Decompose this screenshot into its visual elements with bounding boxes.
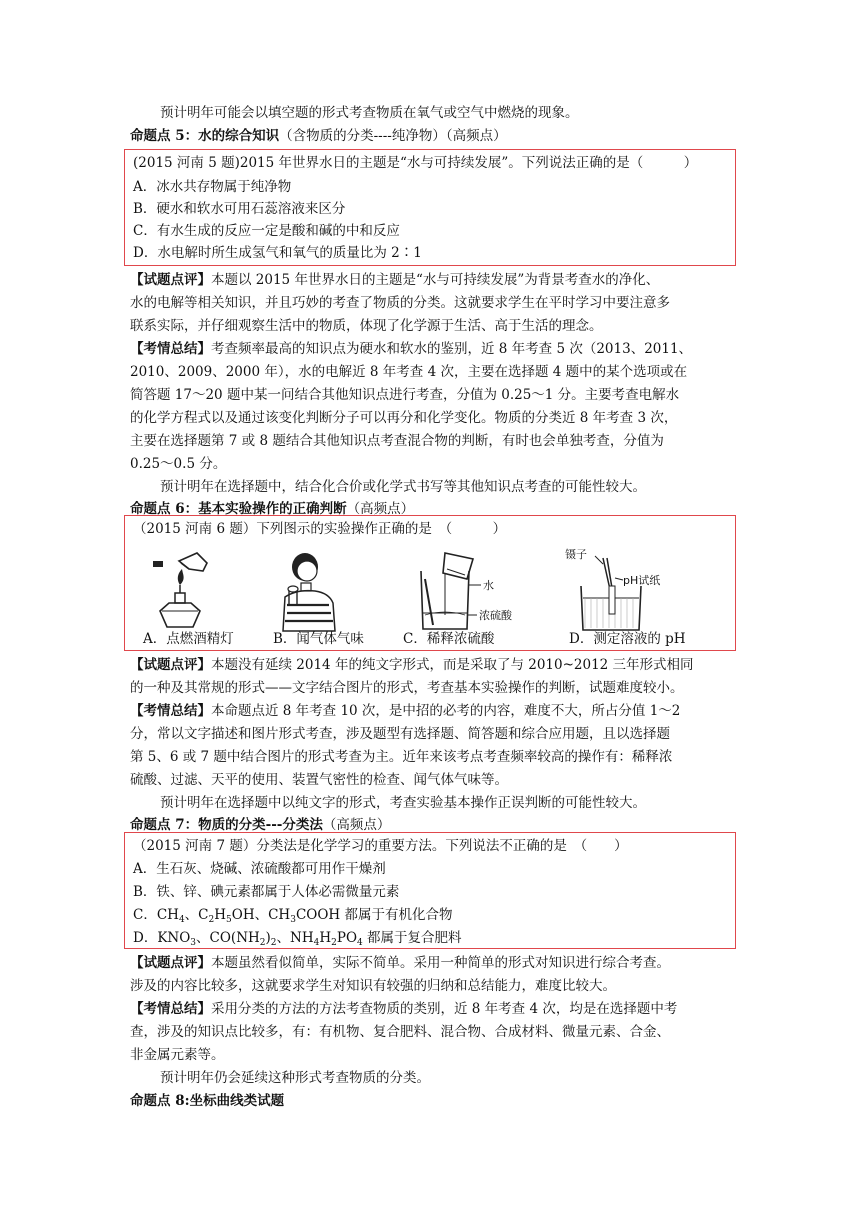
option-b: B．铁、锌、碘元素都属于人体必需微量元素 [133,884,400,900]
summary-line: 分，常以文字描述和图片形式考查，涉及题型有选择题、简答题和综合应用题，且以选择题 [130,726,670,742]
review-line: 【试题点评】本题以 2015 年世界水日的主题是“水与可持续发展”为背景考查水的净化、 [130,272,660,288]
review-label: 【试题点评】 [130,272,211,288]
summary-label: 【考情总结】 [130,341,211,357]
review-line: 联系实际，并仔细观察生活中的物质，体现了化学源于生活、高于生活的理念。 [130,318,603,334]
summary-line: 2010、2009、2000 年），水的电解近 8 年考查 4 次，主要在选择题 4 题中的某个选项或在 [130,364,688,380]
question-stem: (2015 河南 5 题)2015 年世界水日的主题是“水与可持续发展”。下列说法正确的是（ ） [133,155,698,171]
summary-line: 【考情总结】采用分类的方法的方法考查物质的类别，近 8 年考查 4 次，均是在选择题中考 [130,1001,678,1017]
option-b: B．硬水和软水可用石蕊溶液来区分 [133,201,346,217]
section-6-title: 命题点 6：基本实验操作的正确判断 [130,501,347,517]
option-d: D．测定溶液的 pH [569,631,686,647]
question-box-7 [124,832,736,949]
diluting-acid-figure [411,549,526,635]
summary-line: 简答题 17～20 题中某一问结合其他知识点进行考查，分值为 0.25～1 分。主要考查电解水 [130,387,680,403]
option-c: C．$CH_4$、$C_2H_5OH$、$CH_3COOH$ 都属于有机化合物 [133,907,453,925]
review-line: 【试题点评】本题虽然看似简单，实际不简单。采用一种简单的形式对知识进行综合考查。 [130,955,670,971]
prediction-text: 预计明年可能会以填空题的形式考查物质在氧气或空气中燃烧的现象。 [160,105,579,121]
option-a: A．冰水共存物属于纯净物 [133,179,292,195]
option-b: B．闻气体气味 [273,631,364,647]
section-7-title: 命题点 7：物质的分类---分类法 [130,817,323,833]
question-stem: （2015 河南 7 题）分类法是化学学习的重要方法。下列说法不正确的是 （ ） [133,838,628,854]
prediction-text: 预计明年在选择题中，结合化合价或化学式书写等其他知识点考查的可能性较大。 [160,479,646,495]
section-6-note: （高频点） [346,501,415,517]
section-5-heading [130,126,507,146]
tweezers-label: 镊子 [565,548,587,561]
summary-label: 【考情总结】 [130,703,211,719]
option-c: C．有水生成的反应一定是酸和碱的中和反应 [133,223,400,239]
alcohol-lamp-figure [145,549,215,631]
review-line: 【试题点评】本题没有延续 2014 年的纯文字形式，而是采取了与 2010~2012 三年形式相同 [130,657,694,673]
option-a: A．点燃酒精灯 [143,631,234,647]
smelling-gas-figure [275,551,345,633]
summary-line: 【考情总结】考查频率最高的知识点为硬水和软水的鉴别，近 8 年考查 5 次（2013、2011、 [130,341,693,357]
question-box-6 [124,515,736,651]
summary-line: 第 5、6 或 7 题中结合图片的形式考查为主。近年来该考点考查频率较高的操作有：稀释浓 [130,749,673,765]
summary-line: 查，涉及的知识点比较多，有：有机物、复合肥料、混合物、合成材料、微量元素、合金、 [130,1024,670,1040]
question-stem: （2015 河南 6 题）下列图示的实验操作正确的是 （ ） [133,521,507,537]
summary-line: 【考情总结】本命题点近 8 年考查 10 次，是中招的必考的内容，难度不大，所占分值 1～2 [130,703,681,719]
option-a: A．生石灰、烧碱、浓硫酸都可用作干燥剂 [133,861,386,877]
prediction-text: 预计明年仍会延续这种形式考查物质的分类。 [160,1070,430,1086]
option-d: D．水电解时所生成氢气和氧气的质量比为 2∶1 [133,245,422,261]
summary-label: 【考情总结】 [130,1001,211,1017]
acid-label: 浓硫酸 [479,609,512,622]
section-7-note: （高频点） [322,817,391,833]
section-5-note: （含物质的分类----纯净物）（高频点） [279,128,507,144]
ph-paper-label: pH试纸 [623,574,661,587]
prediction-text: 预计明年在选择题中以纯文字的形式，考查实验基本操作正误判断的可能性较大。 [160,795,646,811]
review-label: 【试题点评】 [130,955,211,971]
summary-line: 硫酸、过滤、天平的使用、装置气密性的检查、闻气体气味等。 [130,772,508,788]
summary-line: 0.25～0.5 分。 [130,456,227,472]
ph-test-figure [561,544,671,634]
summary-line: 非金属元素等。 [130,1047,225,1063]
question-box-5 [124,149,736,266]
section-5-title: 命题点 5：水的综合知识 [130,128,280,144]
option-c: C．稀释浓硫酸 [403,631,495,647]
option-d: D．$KNO_3$、$CO(NH_2)_2$、$NH_4H_2PO_4$ 都属于复合肥料 [133,930,462,948]
summary-line: 主要在选择题第 7 或 8 题结合其他知识点考查混合物的判断，有时也会单独考查，分值为 [130,433,664,449]
review-line: 水的电解等相关知识，并且巧妙的考查了物质的分类。这就要求学生在平时学习中要注意多 [130,295,670,311]
summary-line: 的化学方程式以及通过该变化判断分子可以再分和化学变化。物质的分类近 8 年考查 3 次， [130,410,678,426]
review-line: 涉及的内容比较多，这就要求学生对知识有较强的归纳和总结能力，难度比较大。 [130,978,616,994]
review-label: 【试题点评】 [130,657,211,673]
water-label: 水 [483,579,494,592]
section-8-heading: 命题点 8:坐标曲线类试题 [130,1093,285,1109]
review-line: 的一种及其常规的形式——文字结合图片的形式，考查基本实验操作的判断，试题难度较小。 [130,680,684,696]
